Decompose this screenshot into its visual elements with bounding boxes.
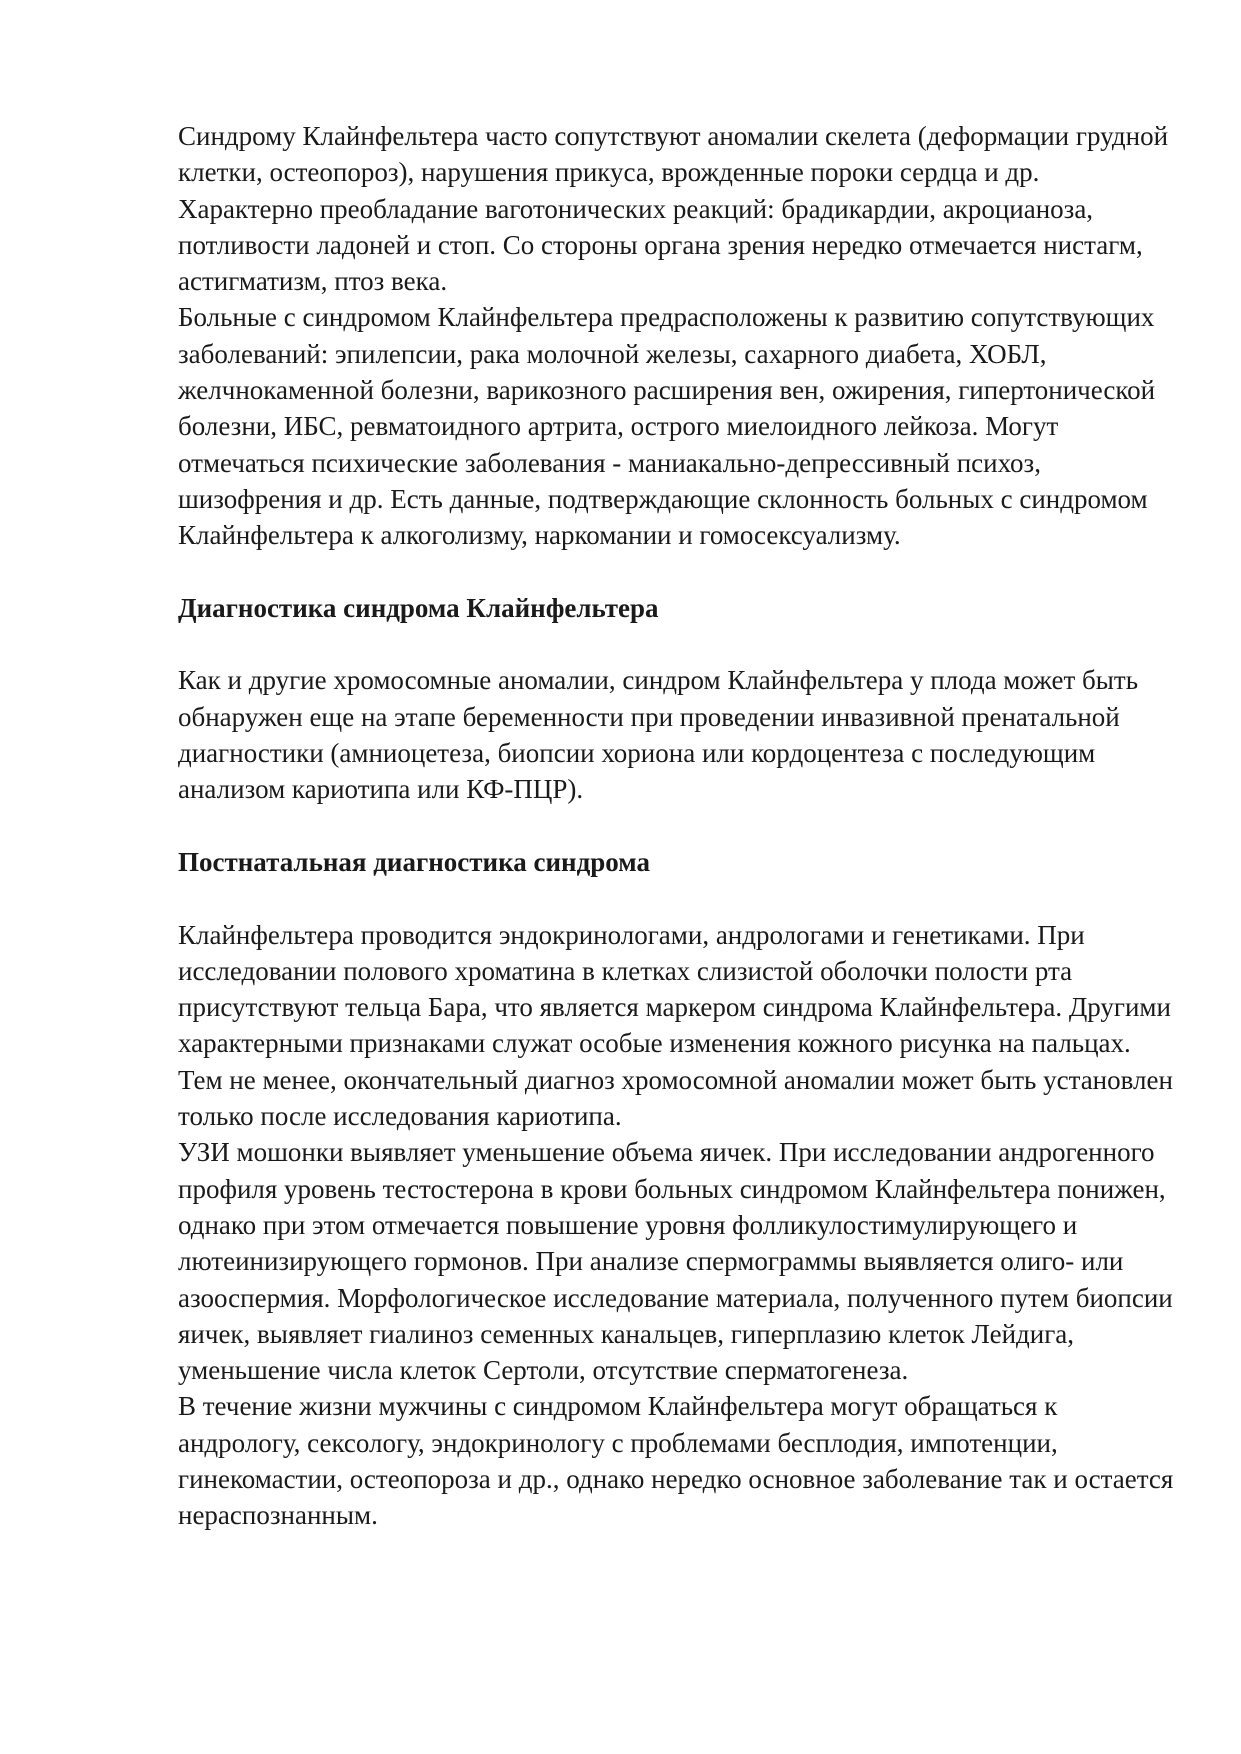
paragraph-comorbid-anomalies: Синдрому Клайнфельтера часто сопутствуют аномалии скелета (деформации грудной клетки, остеопороз), нарушения прикуса, врожденные пороки сердца и др. Характерно преобладание ваготонических реакций: брадикардии, акроцианоза, потливости ладоней и стоп. Со стороны органа зрения нередко отмечается нистагм, астигматизм, птоз века. [178, 121, 1169, 297]
spacer [178, 554, 1178, 590]
spacer [178, 880, 1178, 916]
paragraph-ultrasound-hormones: УЗИ мошонки выявляет уменьшение объема яичек. При исследовании андрогенного профиля уровень тестостерона в крови больных синдромом Клайнфельтера понижен, однако при этом отмечается повышение уровня фолликулостимулирующего и лютеинизирующего гормонов. При анализе спермограммы выявляется олиго- или азооспермия. Морфологическое исследование материала, полученного путем биопсии яичек, выявляет гиалиноз семенных канальцев, гиперплазию клеток Лейдига, уменьшение числа клеток Сертоли, отсутствие сперматогенеза. [178, 1137, 1173, 1386]
heading-postnatal-diagnostics: Постнатальная диагностика синдрома [178, 846, 650, 877]
paragraph-prenatal-diagnostics: Как и другие хромосомные аномалии, синдром Клайнфельтера у плода может быть обнаружен еще на этапе беременности при проведении инвазивной пренатальной диагностики (амниоцетеза, биопсии хориона или кордоцентеза с последующим анализом кариотипа или КФ-ПЦР). [178, 665, 1139, 805]
spacer [178, 626, 1178, 662]
paragraph-postnatal-specialists: Клайнфельтера проводится эндокринологами, андрологами и генетиками. При исследовании полового хроматина в клетках слизистой оболочки полости рта присутствуют тельца Бара, что является маркером синдрома Клайнфельтера. Другими характерными признаками служат особые изменения кожного рисунка на пальцах. Тем не менее, окончательный диагноз хромосомной аномалии может быть установлен только после исследования кариотипа. [178, 919, 1173, 1132]
paragraph-associated-diseases: Больные с синдромом Клайнфельтера предрасположены к развитию сопутствующих заболеваний: эпилепсии, рака молочной железы, сахарного диабета, ХОБЛ, желчнокаменной болезни, варикозного расширения вен, ожирения, гипертонической болезни, ИБС, ревматоидного артрита, острого миелоидного лейкоза. Могут отмечаться психические заболевания - маниакально-депрессивный психоз, шизофрения и др. Есть данные, подтверждающие склонность больных с синдромом Клайнфельтера к алкоголизму, наркомании и гомосексуализму. [178, 302, 1156, 551]
spacer [178, 808, 1178, 844]
paragraph-lifetime-care: В течение жизни мужчины с синдромом Клайнфельтера могут обращаться к андрологу, сексологу, эндокринологу с проблемами бесплодия, импотенции, гинекомастии, остеопороза и др., однако нередко основное заболевание так и остается нераспознанным. [178, 1391, 1174, 1531]
document-body [178, 118, 1178, 1534]
heading-diagnostics: Диагностика синдрома Клайнфельтера [178, 592, 659, 623]
